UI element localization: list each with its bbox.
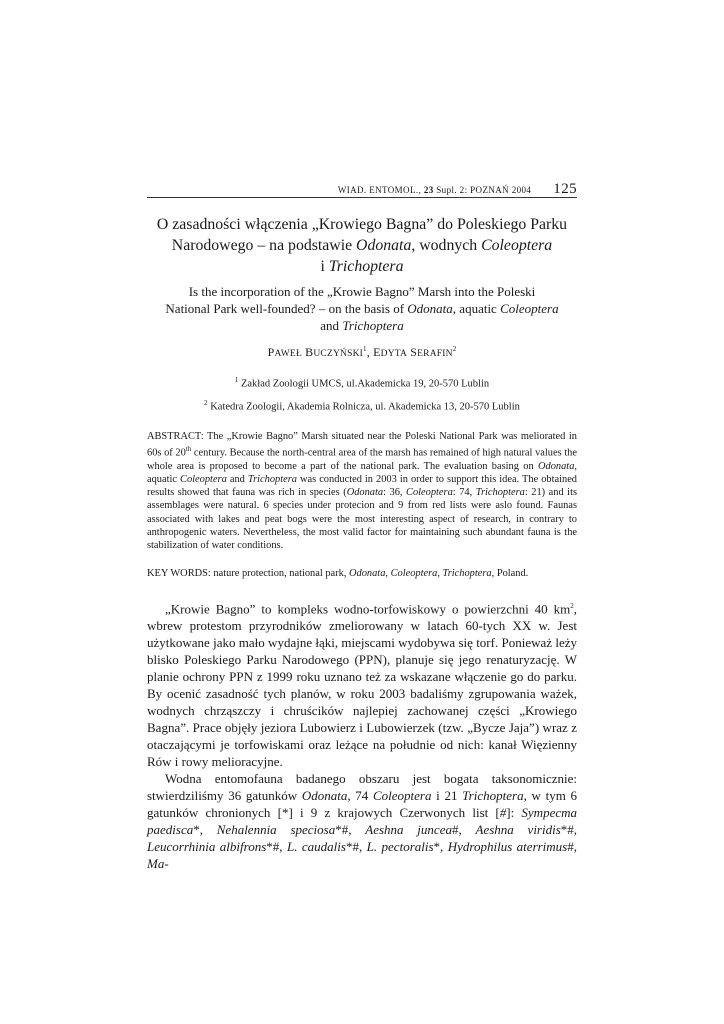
title-text: and (320, 318, 343, 333)
taxon-coleoptera: Coleoptera (373, 788, 432, 804)
title-text: i (320, 258, 329, 275)
paragraph-text: , 74 (347, 788, 373, 804)
affiliation-marker: 2 (452, 345, 457, 353)
author-separator: , (366, 345, 374, 359)
affiliation-marker: 1 (363, 345, 367, 353)
species-marker: #, (567, 839, 577, 855)
abstract-text: and (226, 474, 248, 486)
title-english-line1: Is the incorporation of the „Krowie Bagno” Marsh into the Poleski (188, 284, 536, 299)
title-text: National Park well-founded? – on the basis of (165, 301, 408, 316)
title-text: , aquatic (452, 301, 501, 316)
taxon-trichoptera: Trichoptera (462, 788, 524, 804)
species-marker: *#, (345, 839, 367, 855)
title-english (142, 283, 582, 334)
species-name: Aeshna juncea (365, 822, 452, 838)
page-number: 125 (553, 181, 577, 197)
superscript: th (185, 445, 192, 454)
affiliation-text: Katedra Zoologii, Akademia Rolnicza, ul. Akademicka 13, 20-570 Lublin (210, 401, 520, 412)
running-head (147, 181, 577, 198)
taxon-trichoptera: Trichoptera (342, 318, 404, 333)
keywords-text: , Poland. (491, 568, 529, 579)
author-initial: E (373, 345, 381, 359)
journal-citation (338, 185, 531, 195)
title-text: , wodnych (411, 237, 482, 254)
paragraph-text: Wodna entomofauna badanego obszaru jest bogata taksonomicznie: stwierdziliśmy 36 gatunków (147, 771, 577, 804)
paragraph-1 (147, 598, 577, 770)
title-polish-line3 (142, 256, 582, 277)
keywords-text: nature protection, national park, (210, 568, 350, 579)
author-name-part: AWEŁ (274, 349, 302, 359)
species-marker: *#, (560, 822, 578, 838)
taxon-trichoptera: Trichoptera (442, 568, 492, 579)
author-initial: S (410, 345, 418, 359)
taxon-odonata: Odonata (356, 237, 412, 254)
red-list-marker: # (499, 805, 507, 821)
affiliation-2 (147, 394, 577, 417)
taxon-odonata: Odonata (538, 460, 575, 472)
keywords (147, 567, 577, 580)
paragraph-text: i 21 (431, 788, 463, 804)
taxon-odonata: Odonata (301, 788, 348, 804)
species-name: Aeshna viridis (475, 822, 561, 838)
superscript: 2 (570, 602, 574, 610)
affiliation-number: 2 (204, 398, 208, 407)
abstract-text: The „Krowie Bagno” Marsh situated near the Poleski National Park was meliorated in 60s of 20 (147, 431, 577, 459)
keywords-label: KEY WORDS: (147, 568, 211, 579)
abstract-text: : 21) and its assemblages were natural. 6 species under protecion and 9 from red lists were aslo found. Faunas associated with lakes and peat bogs were the most interesting aspect of research, in contrary to anthropogenic waters. Nevertheless, the most valid factor for maintaining such abundant fauna is the stabilization of water conditions. (147, 487, 577, 552)
taxon-trichoptera: Trichoptera (475, 487, 525, 499)
title-english-line3 (142, 317, 582, 334)
abstract-text: , aquatic (147, 460, 577, 486)
abstract-text: : 36, (383, 487, 407, 499)
taxon-coleoptera: Coleoptera (500, 301, 559, 316)
species-marker: #, (451, 822, 476, 838)
taxon-coleoptera: Coleoptera (406, 487, 453, 499)
author-initial: P (267, 345, 275, 359)
taxon-odonata: Odonata (407, 301, 453, 316)
taxon-trichoptera: Trichoptera (247, 474, 297, 486)
body-text (147, 598, 577, 872)
author-initial: B (305, 345, 314, 359)
header-rule (147, 197, 577, 198)
journal-volume: 23 (423, 185, 434, 195)
paragraph-text: , w tym 6 gatunków chronionych [*] i 9 z krajowych Czerwonych list [ (147, 788, 577, 821)
journal-issue: Supl. 2: POZNAŃ 2004 (436, 185, 532, 195)
species-marker: *, (193, 822, 217, 838)
taxon-odonata: Odonata (346, 487, 384, 499)
species-marker: *#, (335, 822, 366, 838)
abstract-text: : 74, (452, 487, 476, 499)
species-name: Hydrophilus aterrimus (447, 839, 568, 855)
title-polish-line1: O zasadności włączenia „Krowiego Bagna” do Poleskiego Parku (156, 216, 568, 233)
species-marker: *, (433, 839, 448, 855)
species-name: Nehalennia speciosa (216, 822, 336, 838)
paragraph-2 (147, 770, 577, 872)
title-polish (142, 214, 582, 277)
paragraph-text: ]: (506, 805, 522, 821)
title-polish-line2 (142, 235, 582, 256)
affiliations (147, 371, 577, 416)
abstract-text: century. Because the north-central area of the marsh has remained of high natural values the whole area is proposed to become a part of the national park. The evaluation basing on (147, 447, 577, 472)
title-english-line2 (142, 300, 582, 317)
paragraph-text: , wbrew protestom przyrodników zmeliorowany w latach 60-tych XX w. Jest użytkowane jako mało wydajne łąki, miejscami wydobywa się torf. Ponieważ leży blisko Poleskiego Parku Narodowego (PPN), planuje się jego renaturyzację. W planie ochrony PPN z 1999 roku uznano też za wskazane włączenie go do parku. By ocenić zasadność tych planów, w roku 2003 badaliśmy zgrupowania ważek, wodnych chrząszczy i chruścików najlepiej zachowanej części „Krowiego Bagna”. Prace objęły jeziora Lubowierz i Lubowierzek (tzw. „Bycze Jaja”) wraz z otaczającymi je torfowiskami oraz leżące na południe od nich: kanał Więzienny Rów i rowy melioracyjne. (147, 601, 577, 770)
taxon-coleoptera: Coleoptera (180, 474, 227, 486)
species-marker: *#, (266, 839, 287, 855)
taxon-list: Odonata, Coleoptera (349, 568, 438, 579)
author-2 (373, 345, 456, 359)
species-name: Ma- (147, 856, 169, 872)
author-1 (268, 345, 367, 359)
abstract (147, 430, 577, 552)
affiliation-1 (147, 371, 577, 394)
affiliation-number: 1 (234, 376, 239, 384)
paragraph-text: „Krowie Bagno” to kompleks wodno-torfowiskowy o powierzchni 40 km (165, 601, 571, 617)
keywords-text: , (437, 568, 443, 579)
species-name: L. caudalis (286, 839, 346, 855)
author-name-part: UCZYŃSKI (313, 349, 364, 359)
title-text: Narodowego – na podstawie (171, 237, 357, 254)
journal-name: WIAD. ENTOMOL., (337, 185, 422, 195)
abstract-text: was conducted in 2003 in order to support this idea. The obtained results showed that fauna was rich in species ( (147, 474, 577, 499)
taxon-trichoptera: Trichoptera (328, 258, 404, 275)
taxon-coleoptera: Coleoptera (481, 237, 553, 254)
author-name-part: DYTA (380, 349, 408, 359)
author-list (147, 345, 577, 360)
affiliation-text: Zakład Zoologii UMCS, ul.Akademicka 19, 20-570 Lublin (240, 378, 490, 390)
author-name-part: ERAFIN (417, 349, 453, 359)
species-name: L. pectoralis (366, 839, 434, 855)
species-name: Leucorrhinia albifrons (147, 839, 267, 855)
abstract-label: ABSTRACT: (147, 431, 204, 442)
species-name: Sympecma paedisca (147, 805, 577, 838)
